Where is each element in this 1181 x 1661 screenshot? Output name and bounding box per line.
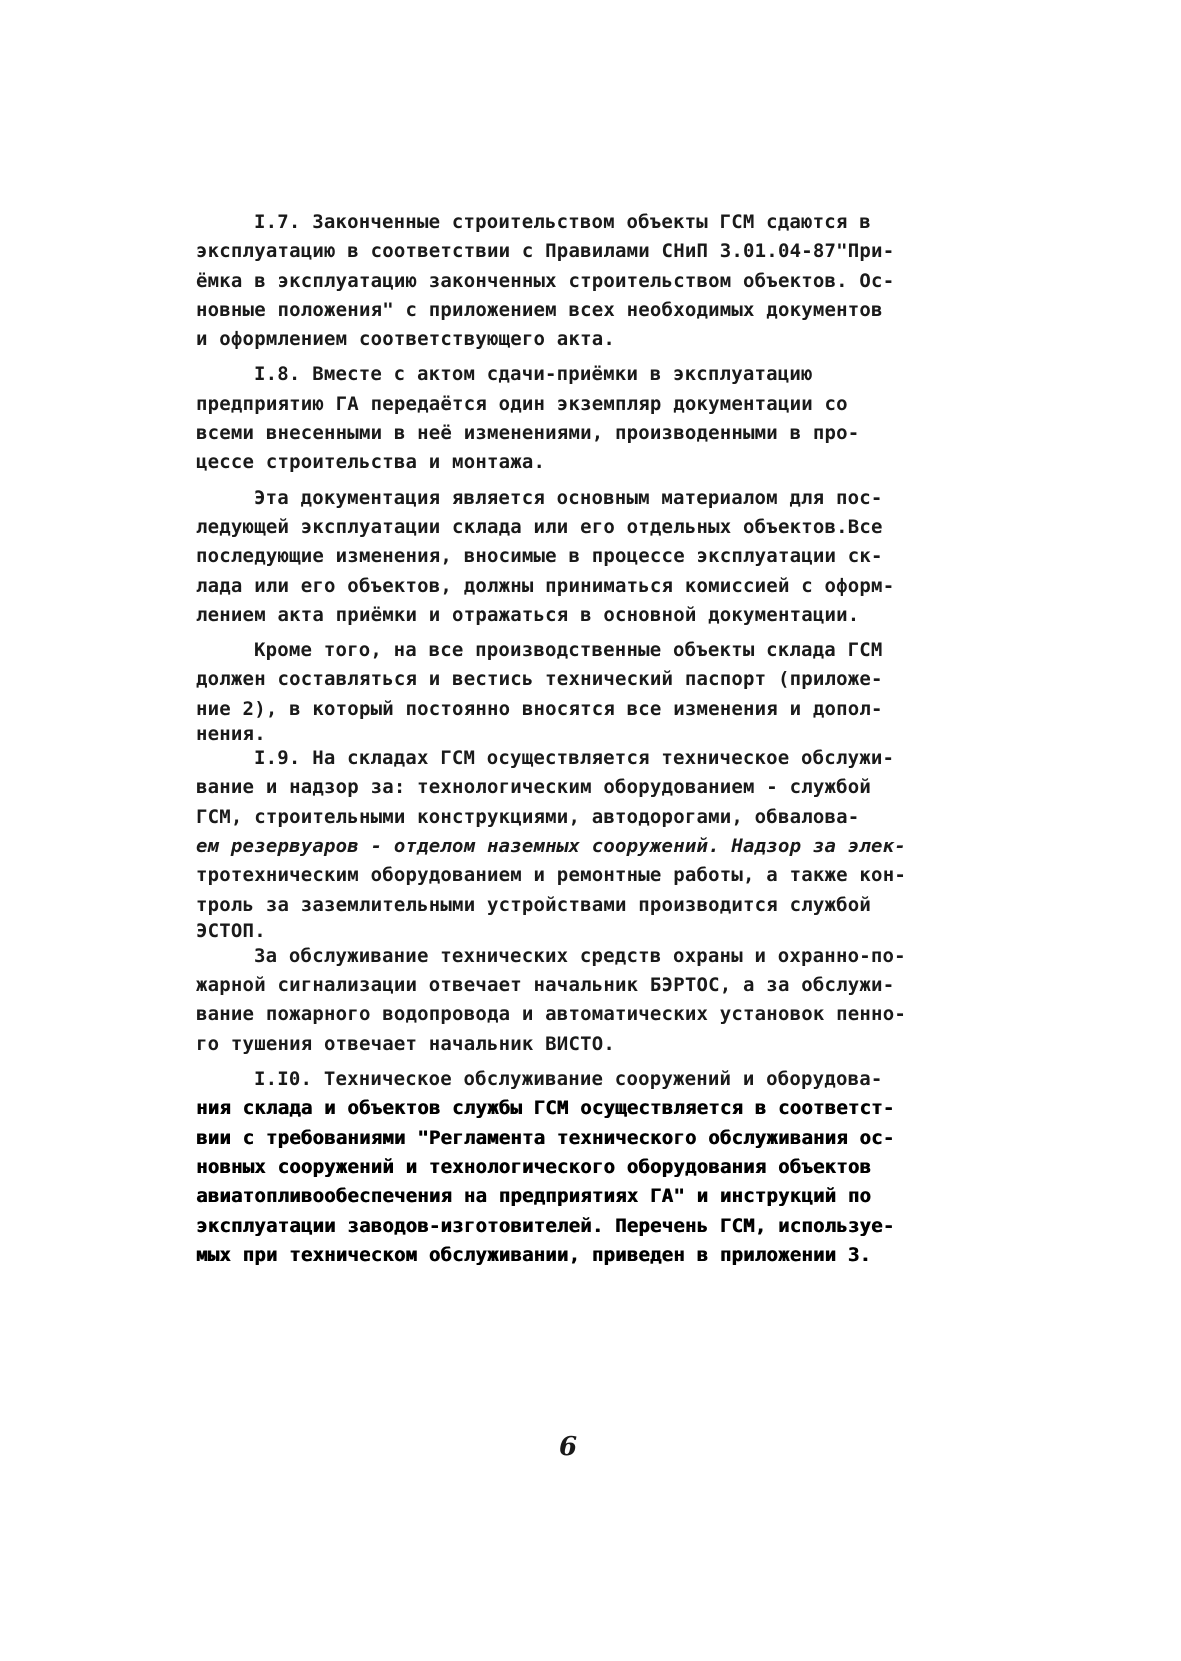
text-line: вание и надзор за: технологическим оборудованием - службой (196, 776, 872, 799)
text-line: ЭСТОП. (196, 919, 266, 942)
body-text (196, 208, 956, 1276)
text-line: нения. (196, 723, 266, 746)
text-line: I.9. На складах ГСМ осуществляется техническое обслужи- (254, 747, 895, 770)
text-line: ледующей эксплуатации склада или его отдельных объектов.Все (196, 515, 883, 538)
paragraph-1-9 (196, 744, 956, 942)
text-line: ГСМ, строительными конструкциями, автодорогами, обвалова- (196, 805, 860, 828)
text-line: ёмка в эксплуатацию законченных строительством объектов. Ос- (196, 269, 895, 292)
text-line: лада или его объектов, должны приниматься комиссией с оформ- (196, 574, 895, 597)
paragraph-1-10 (196, 1065, 956, 1270)
paragraph-1-8 (196, 360, 956, 477)
text-line: авиатопливообеспечения на предприятиях ГА" и инструкций по (196, 1185, 872, 1208)
text-line: жарной сигнализации отвечает начальник БЭРТОС, а за обслужи- (196, 974, 895, 997)
text-line: вии с требованиями "Регламента технического обслуживания ос- (196, 1126, 895, 1149)
text-line: Эта документация является основным материалом для пос- (254, 486, 883, 509)
text-line: ния склада и объектов службы ГСМ осуществляется в соответст- (196, 1097, 895, 1120)
text-line: эксплуатацию в соответствии с Правилами СНиП 3.01.04-87"При- (196, 240, 895, 263)
paragraph-security (196, 942, 956, 1059)
text-line: должен составляться и вестись технический паспорт (приложе- (196, 668, 883, 691)
text-line: цессе строительства и монтажа. (196, 451, 546, 474)
page-number: 6 (558, 1432, 578, 1462)
text-line: I.7. Законченные строительством объекты ГСМ сдаются в (254, 211, 871, 233)
text-line: новных сооружений и технологического оборудования объектов (196, 1155, 872, 1178)
text-line: Кроме того, на все производственные объекты склада ГСМ (254, 639, 883, 662)
text-line: последующие изменения, вносимые в процессе эксплуатации ск- (196, 545, 883, 568)
text-line: и оформлением соответствующего акта. (196, 328, 616, 351)
text-line: го тушения отвечает начальник ВИСТО. (196, 1032, 616, 1055)
paragraph-documentation (196, 484, 956, 630)
text-line: вание пожарного водопровода и автоматических установок пенно- (196, 1003, 906, 1026)
text-line: всеми внесенными в неё изменениями, производенными в про- (196, 422, 860, 445)
text-line: лением акта приёмки и отражаться в основной документации. (196, 603, 860, 626)
text-line: предприятию ГА передаётся один экземпляр документации со (196, 392, 848, 415)
text-line: За обслуживание технических средств охраны и охранно-по- (254, 944, 906, 967)
text-line: ние 2), в который постоянно вносятся все изменения и допол- (196, 697, 883, 720)
text-line: тротехническим оборудованием и ремонтные работы, а также кон- (196, 864, 906, 887)
text-line: ем резервуаров - отделом наземных сооружений. Надзор за элек- (196, 834, 906, 857)
text-line: эксплуатации заводов-изготовителей. Перечень ГСМ, используе- (196, 1214, 895, 1237)
text-line: мых при техническом обслуживании, приведен в приложении 3. (196, 1243, 872, 1266)
text-line: I.I0. Техническое обслуживание сооружений и оборудова- (254, 1068, 883, 1091)
paragraph-passport (196, 636, 956, 744)
text-line: новные положения" с приложением всех необходимых документов (196, 298, 883, 321)
text-line: троль за заземлительными устройствами производится службой (196, 893, 872, 916)
paragraph-1-7 (196, 208, 956, 354)
text-line: I.8. Вместе с актом сдачи-приёмки в эксплуатацию (254, 363, 813, 386)
